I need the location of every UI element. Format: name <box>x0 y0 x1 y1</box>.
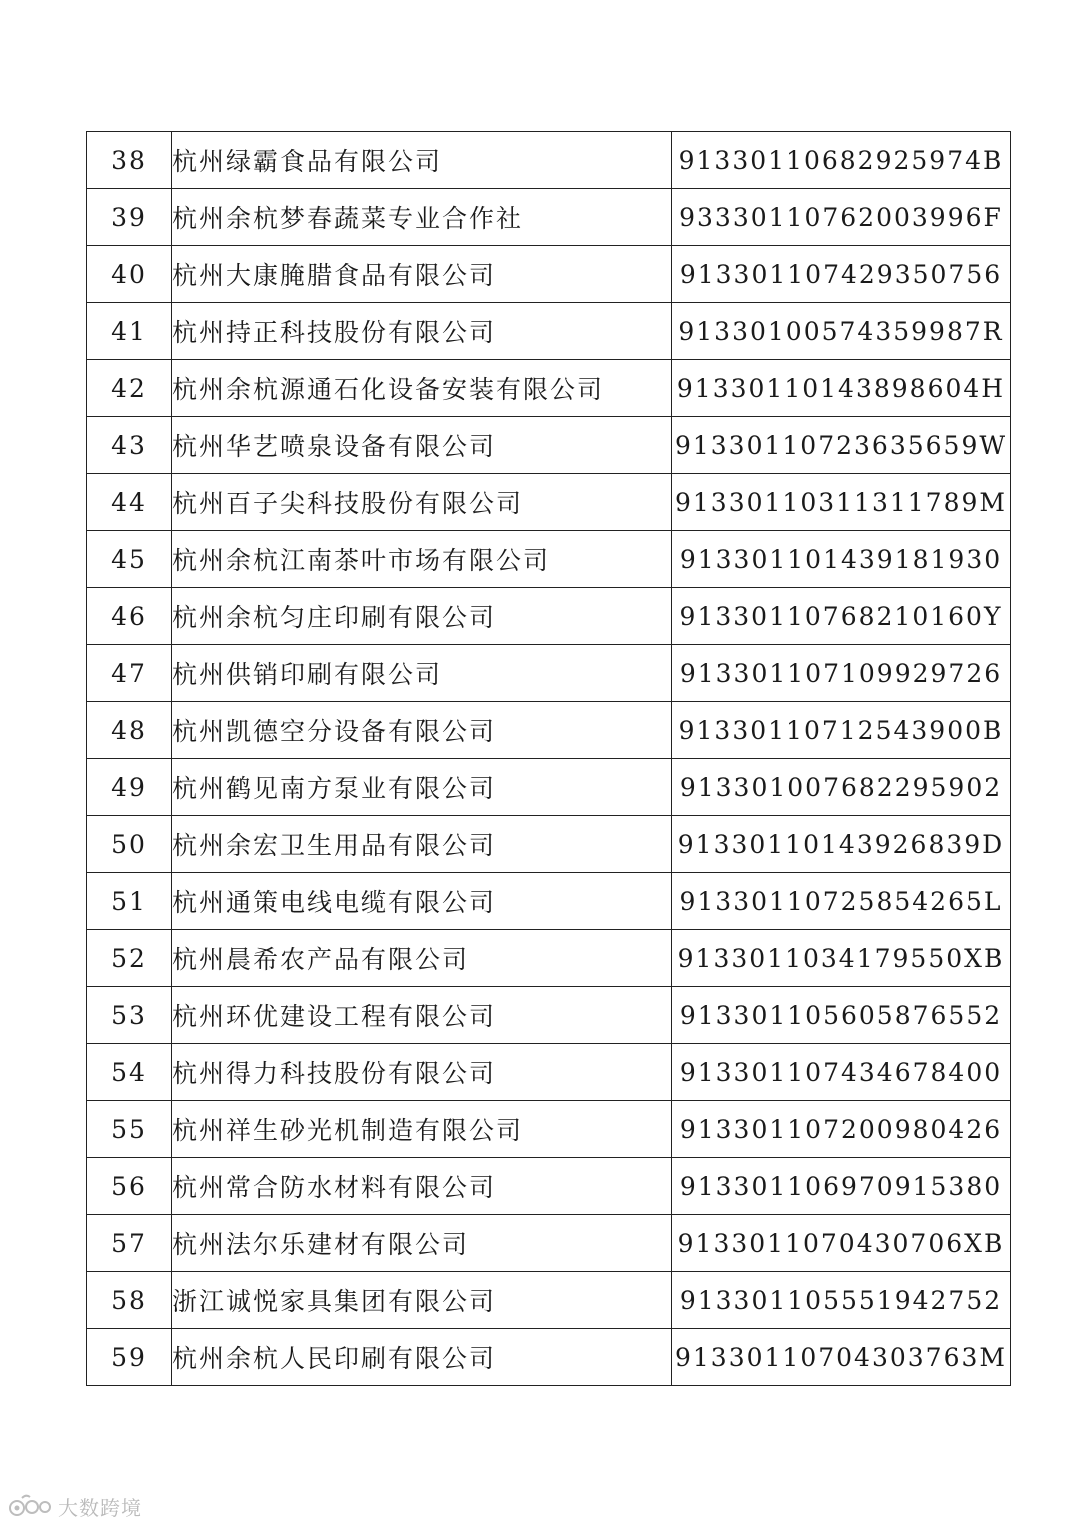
table-row <box>87 417 1011 474</box>
company-name: 杭州绿霸食品有限公司 <box>172 132 672 189</box>
table-row <box>87 1158 1011 1215</box>
credit-code: 91330110725854265L <box>672 873 1011 930</box>
table-row <box>87 930 1011 987</box>
row-number: 55 <box>87 1101 172 1158</box>
credit-code: 913301106970915380 <box>672 1158 1011 1215</box>
table-row <box>87 303 1011 360</box>
table-row <box>87 1329 1011 1386</box>
row-number: 38 <box>87 132 172 189</box>
table-row <box>87 588 1011 645</box>
table-row <box>87 1215 1011 1272</box>
row-number: 46 <box>87 588 172 645</box>
credit-code: 93330110762003996F <box>672 189 1011 246</box>
company-name: 杭州祥生砂光机制造有限公司 <box>172 1101 672 1158</box>
row-number: 43 <box>87 417 172 474</box>
credit-code: 9133011034179550XB <box>672 930 1011 987</box>
company-table <box>86 131 1011 1386</box>
company-name: 杭州通策电线电缆有限公司 <box>172 873 672 930</box>
table-row <box>87 132 1011 189</box>
row-number: 54 <box>87 1044 172 1101</box>
credit-code: 913301107434678400 <box>672 1044 1011 1101</box>
table-row <box>87 474 1011 531</box>
company-name: 杭州法尔乐建材有限公司 <box>172 1215 672 1272</box>
company-name: 杭州百子尖科技股份有限公司 <box>172 474 672 531</box>
credit-code: 913301107200980426 <box>672 1101 1011 1158</box>
company-name: 杭州余杭源通石化设备安装有限公司 <box>172 360 672 417</box>
company-name: 杭州供销印刷有限公司 <box>172 645 672 702</box>
company-name: 杭州余杭人民印刷有限公司 <box>172 1329 672 1386</box>
table-row <box>87 816 1011 873</box>
company-name: 杭州余杭梦春蔬菜专业合作社 <box>172 189 672 246</box>
credit-code: 913301107429350756 <box>672 246 1011 303</box>
row-number: 50 <box>87 816 172 873</box>
credit-code: 91330110311311789M <box>672 474 1011 531</box>
table-row <box>87 1101 1011 1158</box>
credit-code: 913301105605876552 <box>672 987 1011 1044</box>
company-name: 杭州环优建设工程有限公司 <box>172 987 672 1044</box>
table-row <box>87 873 1011 930</box>
table-row <box>87 1272 1011 1329</box>
company-name: 杭州余杭江南茶叶市场有限公司 <box>172 531 672 588</box>
watermark <box>8 1490 142 1522</box>
credit-code: 913301007682295902 <box>672 759 1011 816</box>
credit-code: 91330110712543900B <box>672 702 1011 759</box>
row-number: 47 <box>87 645 172 702</box>
credit-code: 91330110143926839D <box>672 816 1011 873</box>
company-name: 杭州余宏卫生用品有限公司 <box>172 816 672 873</box>
credit-code: 91330110704303763M <box>672 1329 1011 1386</box>
credit-code: 91330110143898604H <box>672 360 1011 417</box>
table-body <box>87 132 1011 1386</box>
row-number: 40 <box>87 246 172 303</box>
row-number: 53 <box>87 987 172 1044</box>
company-name: 杭州华艺喷泉设备有限公司 <box>172 417 672 474</box>
row-number: 51 <box>87 873 172 930</box>
table-row <box>87 759 1011 816</box>
row-number: 57 <box>87 1215 172 1272</box>
row-number: 52 <box>87 930 172 987</box>
row-number: 45 <box>87 531 172 588</box>
credit-code: 91330100574359987R <box>672 303 1011 360</box>
company-name: 杭州持正科技股份有限公司 <box>172 303 672 360</box>
credit-code: 913301107109929726 <box>672 645 1011 702</box>
weibo-style-logo-icon <box>8 1493 52 1519</box>
company-name: 杭州晨希农产品有限公司 <box>172 930 672 987</box>
table-row <box>87 360 1011 417</box>
credit-code: 91330110682925974B <box>672 132 1011 189</box>
row-number: 59 <box>87 1329 172 1386</box>
company-name: 浙江诚悦家具集团有限公司 <box>172 1272 672 1329</box>
table-row <box>87 189 1011 246</box>
table-row <box>87 987 1011 1044</box>
row-number: 44 <box>87 474 172 531</box>
company-name: 杭州凯德空分设备有限公司 <box>172 702 672 759</box>
row-number: 56 <box>87 1158 172 1215</box>
row-number: 49 <box>87 759 172 816</box>
company-name: 杭州常合防水材料有限公司 <box>172 1158 672 1215</box>
credit-code: 9133011070430706XB <box>672 1215 1011 1272</box>
company-name: 杭州余杭匀庄印刷有限公司 <box>172 588 672 645</box>
company-name: 杭州鹤见南方泵业有限公司 <box>172 759 672 816</box>
row-number: 58 <box>87 1272 172 1329</box>
company-name: 杭州得力科技股份有限公司 <box>172 1044 672 1101</box>
credit-code: 913301105551942752 <box>672 1272 1011 1329</box>
credit-code: 91330110768210160Y <box>672 588 1011 645</box>
credit-code: 91330110723635659W <box>672 417 1011 474</box>
watermark-text: 大数跨境 <box>58 1495 142 1520</box>
table-row <box>87 702 1011 759</box>
row-number: 48 <box>87 702 172 759</box>
company-name: 杭州大康腌腊食品有限公司 <box>172 246 672 303</box>
credit-code: 913301101439181930 <box>672 531 1011 588</box>
row-number: 42 <box>87 360 172 417</box>
table-row <box>87 531 1011 588</box>
table-row <box>87 645 1011 702</box>
table-row <box>87 1044 1011 1101</box>
table-row <box>87 246 1011 303</box>
row-number: 39 <box>87 189 172 246</box>
row-number: 41 <box>87 303 172 360</box>
